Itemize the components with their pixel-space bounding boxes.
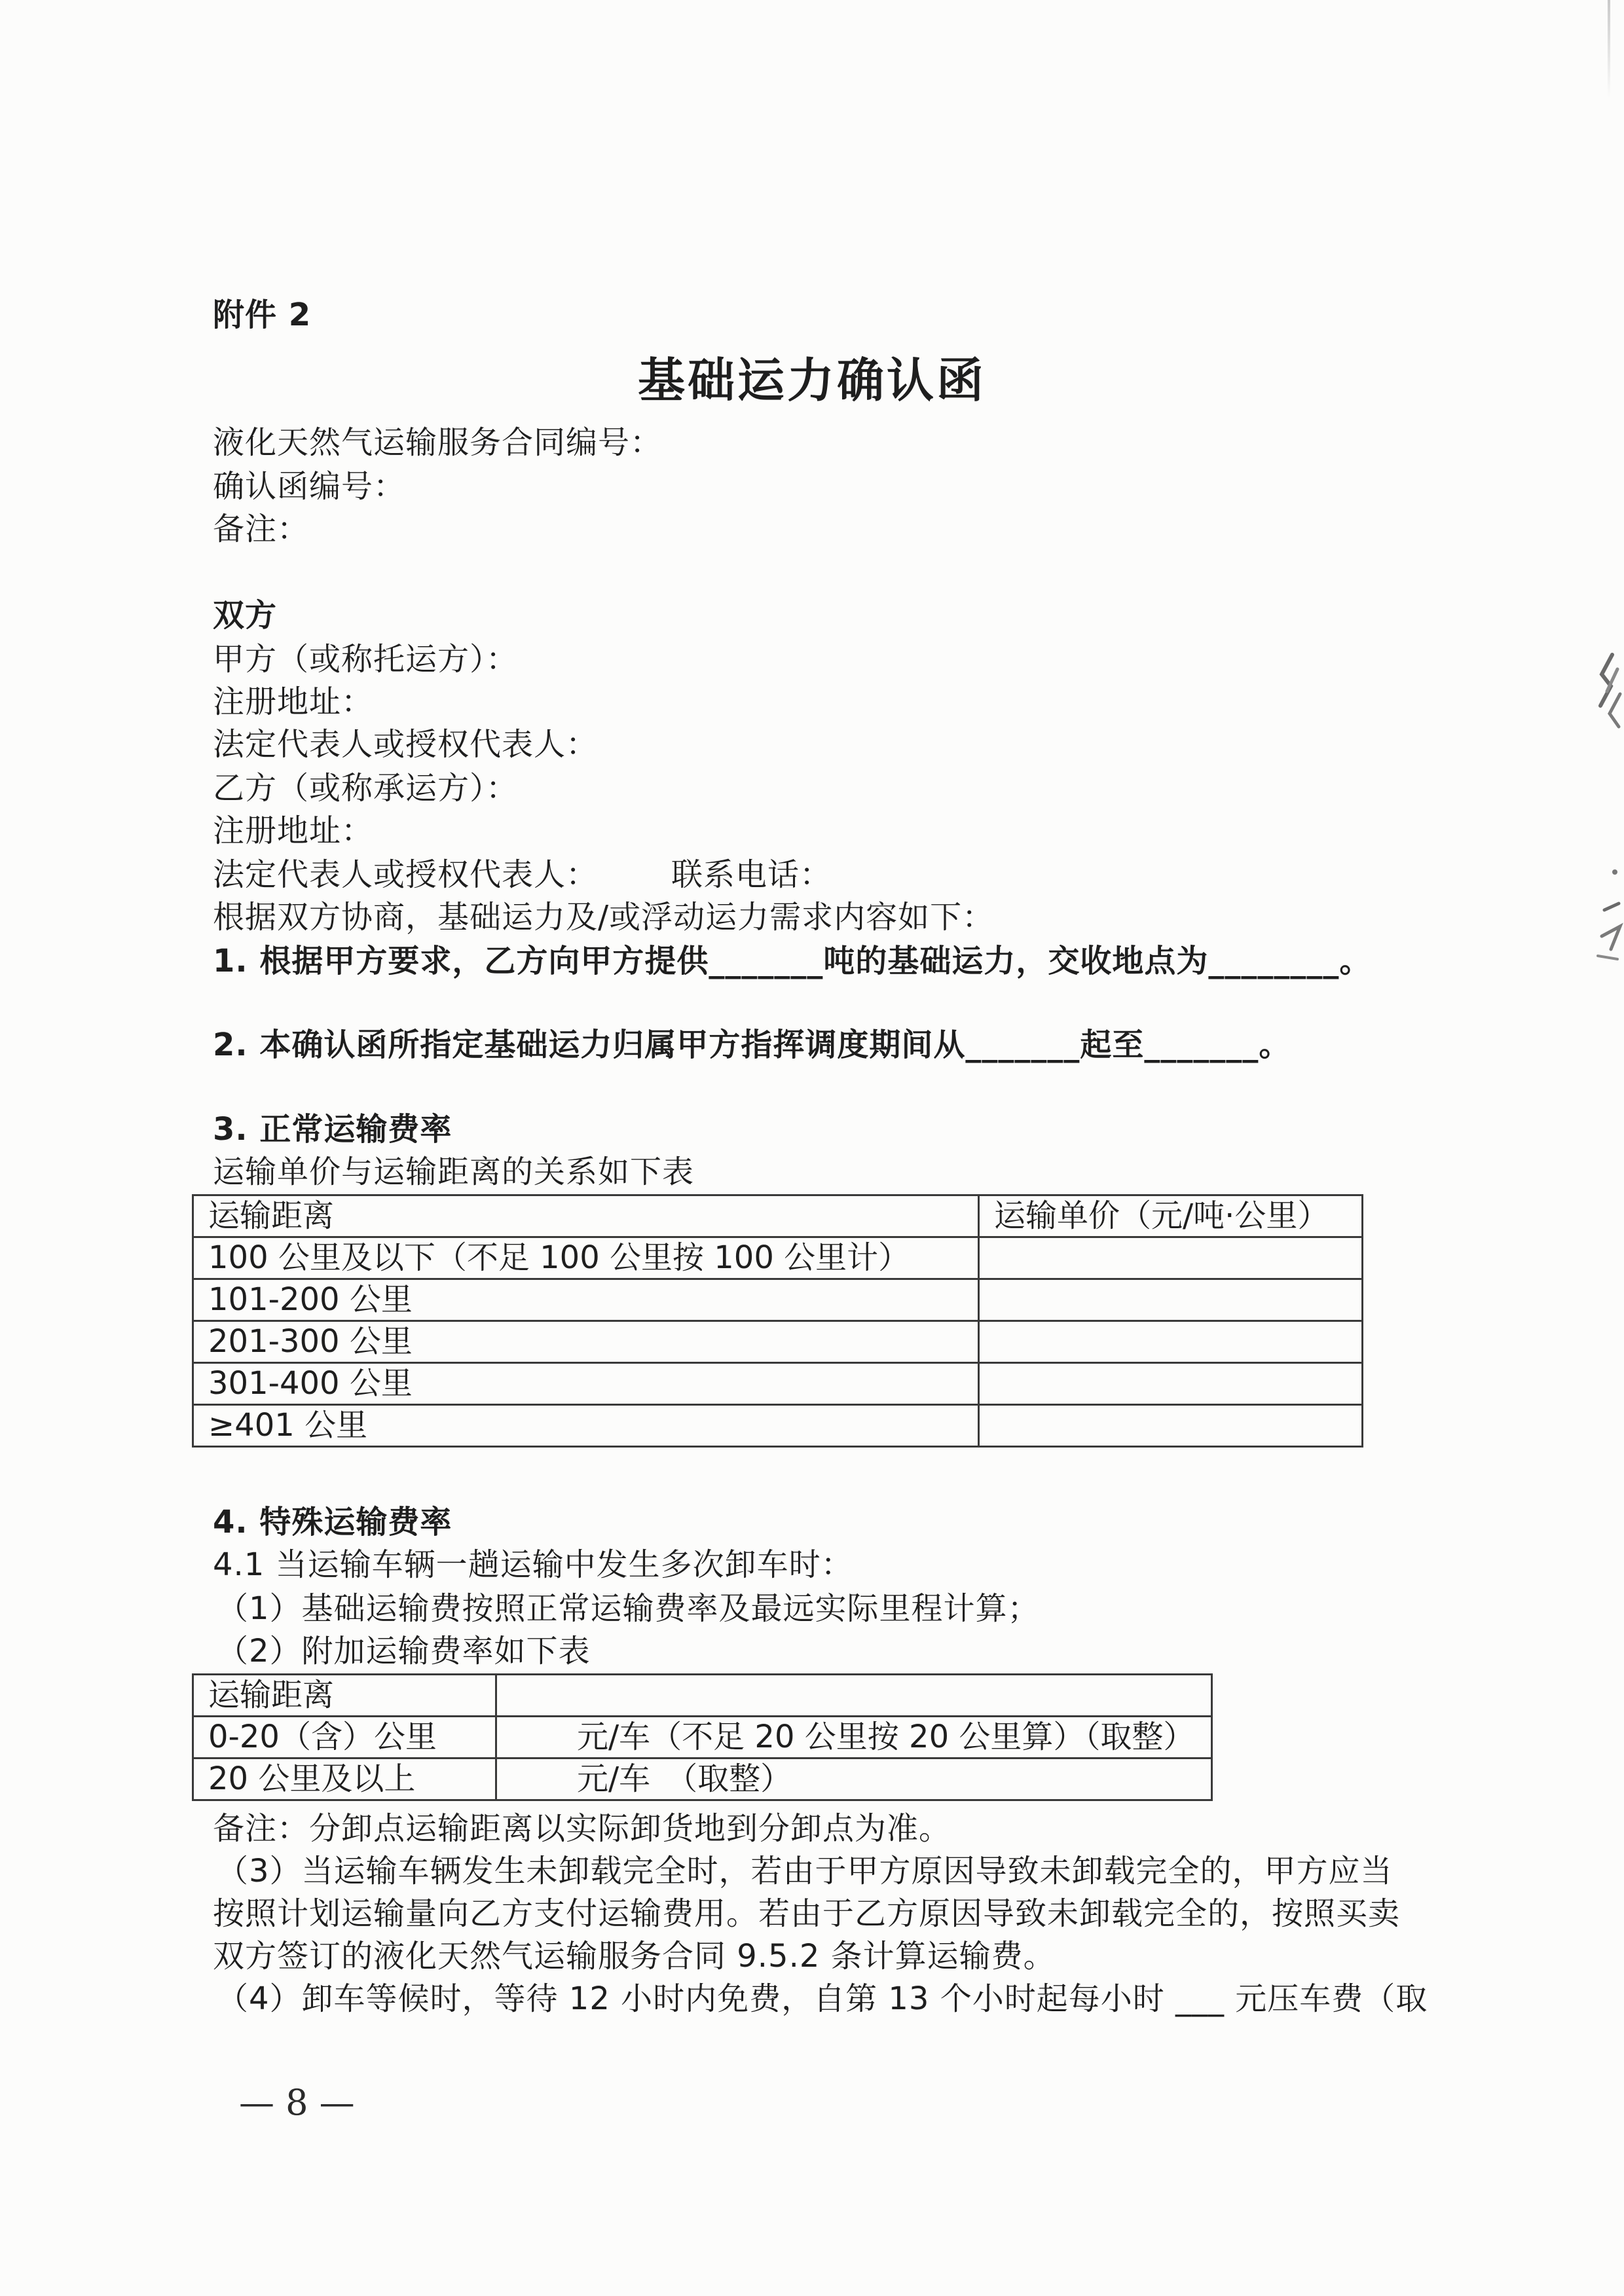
clause-3-caption: 运输单价与运输距离的关系如下表 (213, 1154, 695, 1190)
table-row (193, 1279, 1363, 1321)
table-row (193, 1237, 1363, 1279)
clause-2: 2. 本确认函所指定基础运力归属甲方指挥调度期间从_______起至_______。 (213, 1027, 1291, 1063)
clause-4-1: 4.1 当运输车辆一趟运输中发生多次卸车时： (213, 1546, 853, 1583)
seal-fragment (1572, 629, 1624, 982)
table-header-cell (496, 1675, 1212, 1717)
clause-4-heading: 4. 特殊运输费率 (213, 1504, 452, 1540)
table-row (193, 1363, 1363, 1405)
clause-4-sub-3-line-3: 双方签订的液化天然气运输服务合同 9.5.2 条计算运输费。 (213, 1938, 1056, 1975)
surcharge-note: 备注：分卸点运输距离以实际卸货地到分卸点为准。 (213, 1810, 951, 1847)
clause-1: 1. 根据甲方要求，乙方向甲方提供_______吨的基础运力，交收地点为________。 (213, 943, 1372, 979)
clause-4-sub-1: （1）基础运输费按照正常运输费率及最远实际里程计算； (217, 1590, 1040, 1627)
clause-4-sub-2: （2）附加运输费率如下表 (217, 1633, 591, 1669)
clause-4-sub-4: （4）卸车等候时，等待 12 小时内免费，自第 13 个小时起每小时 ___ 元压车费（取 (217, 1980, 1428, 2017)
clause-4-sub-3-line-2: 按照计划运输量向乙方支付运输费用。若由于乙方原因导致未卸载完全的，按照买卖 (213, 1895, 1401, 1932)
confirmation-number-label: 确认函编号： (213, 468, 406, 505)
party-b-phone-label: 联系电话： (671, 856, 832, 893)
scan-edge-mark (1608, 0, 1610, 98)
surcharge-table (192, 1673, 1213, 1801)
table-cell: 元/车 （取整） (496, 1758, 1212, 1800)
attachment-label: 附件 2 (213, 297, 312, 333)
table-row (193, 1758, 1212, 1800)
table-cell: 201-300 公里 (193, 1321, 979, 1363)
table-row (193, 1405, 1363, 1447)
table-cell (979, 1405, 1363, 1447)
table-cell: 301-400 公里 (193, 1363, 979, 1405)
table-header-cell: 运输单价（元/吨·公里） (979, 1195, 1363, 1237)
remarks-label: 备注： (213, 511, 310, 547)
table-cell (979, 1363, 1363, 1405)
page-title: 基础运力确认函 (637, 353, 986, 408)
table-cell (979, 1321, 1363, 1363)
party-a-representative-label: 法定代表人或授权代表人： (213, 726, 599, 763)
clause-3-heading: 3. 正常运输费率 (213, 1111, 452, 1148)
table-header-cell: 运输距离 (193, 1675, 496, 1717)
party-b-label: 乙方（或称承运方）： (213, 770, 519, 807)
contract-number-label: 液化天然气运输服务合同编号： (213, 424, 663, 461)
party-b-representative-label: 法定代表人或授权代表人： (213, 856, 599, 893)
parties-heading: 双方 (213, 597, 278, 634)
table-cell (979, 1279, 1363, 1321)
table-cell: ≥401 公里 (193, 1405, 979, 1447)
rate-table (192, 1194, 1363, 1448)
intro-text: 根据双方协商，基础运力及/或浮动运力需求内容如下： (213, 899, 995, 936)
table-cell: 101-200 公里 (193, 1279, 979, 1321)
party-a-address-label: 注册地址： (213, 683, 374, 720)
table-row (193, 1717, 1212, 1758)
table-cell: 0-20（含）公里 (193, 1717, 496, 1758)
table-cell: 100 公里及以下（不足 100 公里按 100 公里计） (193, 1237, 979, 1279)
table-cell: 20 公里及以上 (193, 1758, 496, 1800)
table-cell: 元/车（不足 20 公里按 20 公里算）（取整） (496, 1717, 1212, 1758)
clause-4-sub-3-line-1: （3）当运输车辆发生未卸载完全时，若由于甲方原因导致未卸载完全的，甲方应当 (217, 1853, 1393, 1889)
page-number: — 8 — (239, 2082, 355, 2123)
party-a-label: 甲方（或称托运方）： (213, 641, 519, 678)
party-b-address-label: 注册地址： (213, 812, 374, 849)
table-header-cell: 运输距离 (193, 1195, 979, 1237)
table-header-row (193, 1675, 1212, 1717)
table-row (193, 1321, 1363, 1363)
table-cell (979, 1237, 1363, 1279)
table-header-row (193, 1195, 1363, 1237)
